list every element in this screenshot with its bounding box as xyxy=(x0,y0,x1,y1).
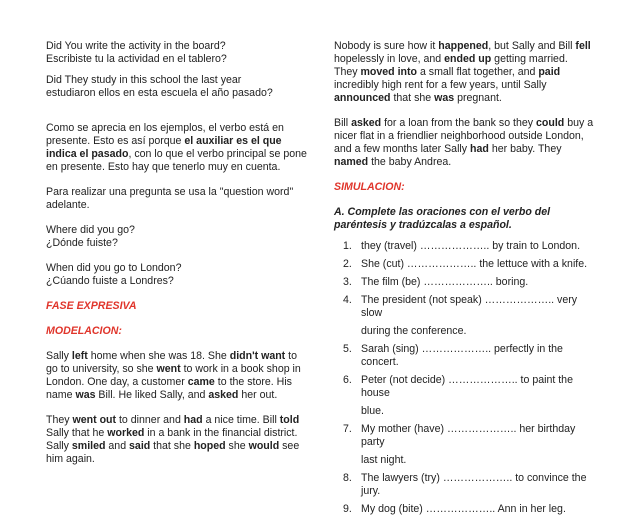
exercise-instruction: A. Complete las oraciones con el verbo del paréntesis y tradúzcalas a español. xyxy=(334,206,551,231)
heading-modelacion: MODELACION: xyxy=(46,325,122,337)
example-2-spanish: ¿Cúando fuiste a Londres? xyxy=(46,275,174,287)
example-1-english: Where did you go? xyxy=(46,224,135,236)
exercise-item: 2. She (cut) ……………….. the lettuce with a knife. xyxy=(343,258,588,270)
story-paragraph-2: They went out to dinner and had a nice time. Bill told Sally that he worked in a bank in the financial district. Sally smiled and said that she hoped she would see him again. xyxy=(46,414,300,465)
exercise-item: 7. My mother (have) ……………….. her birthday party last night. xyxy=(343,423,576,466)
exercise-item: 1. they (travel) ……………….. by train to London. xyxy=(343,240,581,252)
heading-fase-expresiva: FASE EXPRESIVA xyxy=(46,300,137,312)
exercise-item: 4. The president (not speak) ……………….. very slow during the conference. xyxy=(343,294,578,337)
exercise-item: 3. The film (be) ……………….. boring. xyxy=(343,276,529,288)
story-paragraph-3: Nobody is sure how it happened, but Sally and Bill fell hopelessly in love, and ended up getting married. They moved into a small flat together, and paid incredibly high rent for a few years, until Sally announced that she was pregnant. xyxy=(334,40,591,104)
left-column xyxy=(46,40,308,466)
question-2-english: Did They study in this school the last year xyxy=(46,74,242,86)
example-1-spanish: ¿Dónde fuiste? xyxy=(46,237,118,249)
exercise-item: 9. My dog (bite) ……………….. Ann in her leg. xyxy=(343,503,566,515)
question-2-spanish: estudiaron ellos en esta escuela el año pasado? xyxy=(46,87,273,99)
right-column xyxy=(334,40,594,521)
question-1-english: Did You write the activity in the board? xyxy=(46,40,226,52)
exercise-item: 6. Peter (not decide) ……………….. to paint the house blue. xyxy=(343,374,573,417)
example-2-english: When did you go to London? xyxy=(46,262,182,274)
auxiliary-rule: el auxiliar es el que indica el pasado xyxy=(46,135,282,160)
story-paragraph-4: Bill asked for a loan from the bank so they could buy a nicer flat in a friendlier neighborhood outside London, and a few months later Sally had her baby. They named the baby Andrea. xyxy=(334,117,594,168)
story-paragraph-1: Sally left home when she was 18. She didn't want to go to university, so she went to work in a book shop in London. One day, a customer came to the store. His name was Bill. He liked Sally, and asked her out. xyxy=(46,350,301,401)
question-1-spanish: Escribiste tu la actividad en el tablero? xyxy=(46,53,227,65)
grammar-explanation: Como se aprecia en los ejemplos, el verbo está en presente. Esto es así porque el auxiliar es el que indica el pasado, con lo que el verbo principal se pone en presente. Esto hay que tenerlo muy en cuenta. xyxy=(46,122,307,173)
heading-simulacion: SIMULACION: xyxy=(334,181,405,193)
exercise-item: 5. Sarah (sing) ……………….. perfectly in the concert. xyxy=(343,343,563,368)
exercise-list xyxy=(334,240,594,516)
exercise-item: 8. The lawyers (try) ……………….. to convince the jury. xyxy=(343,472,587,497)
question-word-note: Para realizar una pregunta se usa la "question word" adelante. xyxy=(46,186,294,211)
